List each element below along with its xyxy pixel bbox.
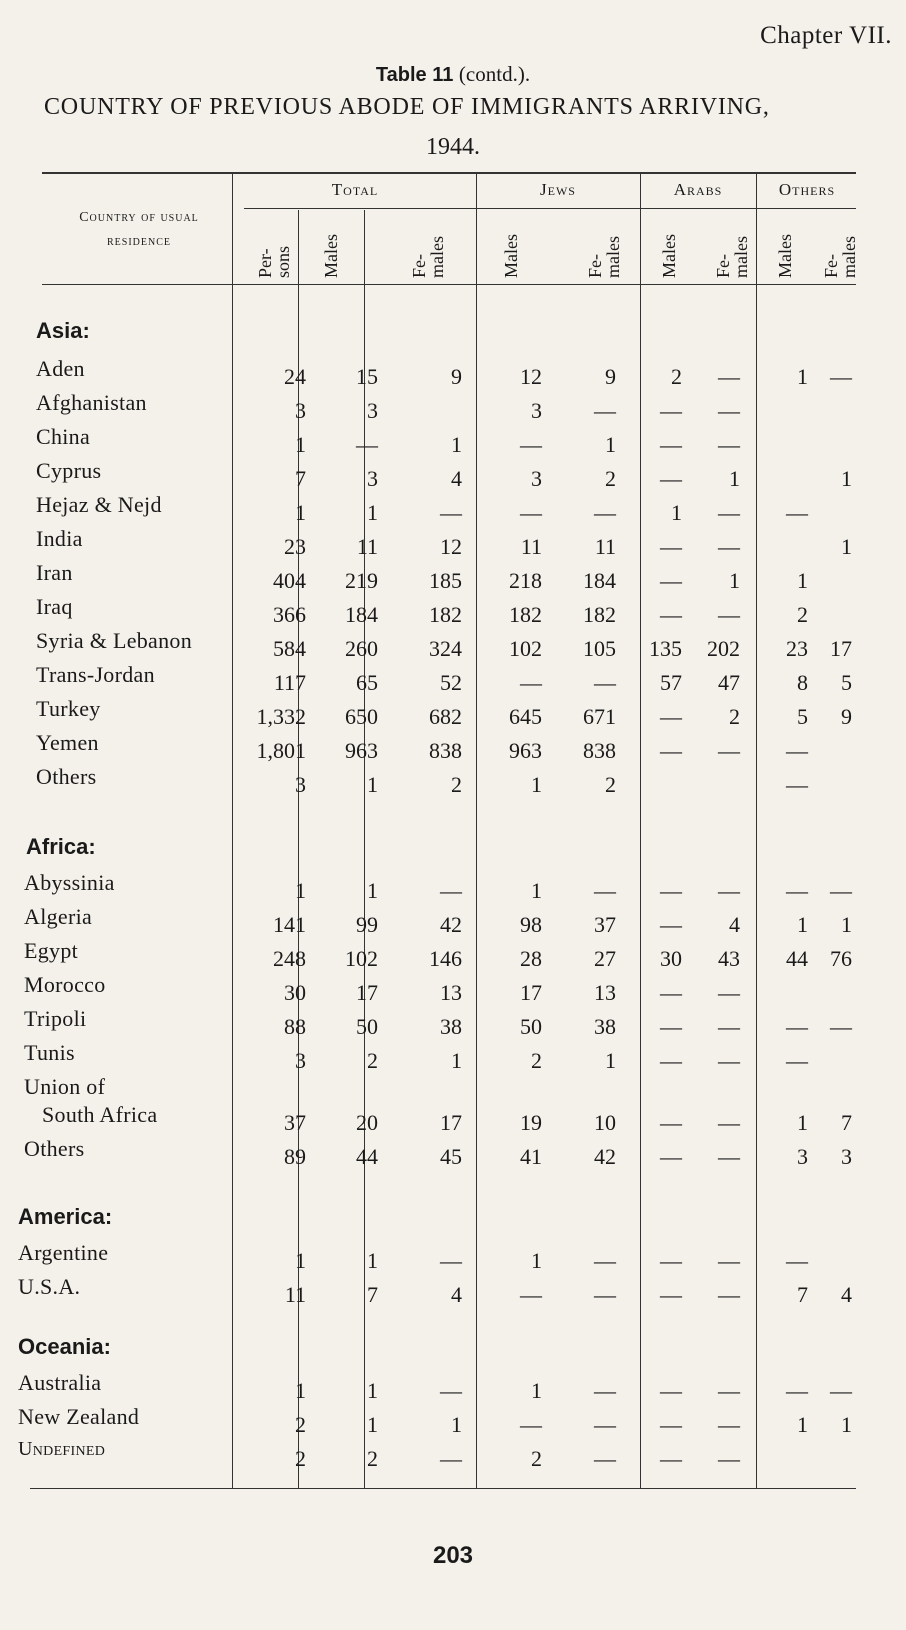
table-cell: 30: [660, 946, 682, 971]
table-cell: 99: [356, 912, 378, 937]
table-cell: —: [660, 466, 682, 491]
country-name: U.S.A.: [18, 1274, 81, 1299]
table-cell: 3: [841, 1144, 852, 1169]
table-cell: 41: [520, 1144, 542, 1169]
table-cell: —: [594, 878, 616, 903]
table-cell: 1: [797, 912, 808, 937]
table-cell: 13: [440, 980, 462, 1005]
table-cell: —: [718, 364, 740, 389]
table-cell: —: [786, 500, 808, 525]
table-cell: 1: [531, 1378, 542, 1403]
table-cell: —: [594, 1412, 616, 1437]
table-cell: 1: [295, 1248, 306, 1273]
table-cell: 1: [451, 1048, 462, 1073]
country-name: Undefined: [18, 1438, 106, 1460]
table-row: [0, 1370, 906, 1404]
table-cell: —: [660, 704, 682, 729]
table-cell: 3: [295, 1048, 306, 1073]
country-name: Others: [36, 764, 97, 789]
table-row: [0, 1136, 906, 1170]
table-title: [0, 62, 906, 87]
table-subtitle: COUNTRY OF PREVIOUS ABODE OF IMMIGRANTS ARRIVING,: [44, 94, 770, 120]
table-cell: 11: [284, 1282, 306, 1307]
table-cell: —: [718, 432, 740, 457]
table-cell: 24: [284, 364, 306, 389]
group-header-others: Others: [778, 180, 836, 199]
table-cell: 7: [295, 466, 306, 491]
table-cell: 963: [509, 738, 542, 763]
table-cell: 185: [429, 568, 462, 593]
table-cell: —: [660, 568, 682, 593]
table-cell: —: [440, 878, 462, 903]
table-cell: —: [660, 1446, 682, 1471]
table-cell: —: [520, 432, 542, 457]
table-cell: 12: [520, 364, 542, 389]
table-cell: —: [440, 500, 462, 525]
table-cell: —: [356, 432, 378, 457]
table-cell: —: [718, 1446, 740, 1471]
table-cell: —: [660, 1282, 682, 1307]
table-cell: 202: [707, 636, 740, 661]
table-cell: 23: [786, 636, 808, 661]
table-cell: 45: [440, 1144, 462, 1169]
table-cell: 17: [830, 636, 852, 661]
country-name: Hejaz & Nejd: [36, 492, 162, 517]
table-row: [0, 356, 906, 390]
table-cell: 19: [520, 1110, 542, 1135]
table-cell: 42: [594, 1144, 616, 1169]
table-cell: 13: [594, 980, 616, 1005]
table-cell: 404: [273, 568, 306, 593]
table-cell: 1: [531, 878, 542, 903]
table-row: [0, 870, 906, 904]
table-cell: 146: [429, 946, 462, 971]
table-cell: 47: [718, 670, 740, 695]
table-cell: 671: [583, 704, 616, 729]
country-name: Argentine: [18, 1240, 109, 1265]
table-cell: —: [660, 1048, 682, 1073]
country-name: Union of: [24, 1074, 106, 1099]
table-cell: —: [520, 670, 542, 695]
subheader-others-males: Males: [775, 234, 795, 278]
table-cell: 9: [605, 364, 616, 389]
table-cell: 88: [284, 1014, 306, 1039]
table-cell: 141: [273, 912, 306, 937]
table-cell: 42: [440, 912, 462, 937]
table-cell: —: [660, 1144, 682, 1169]
table-cell: —: [718, 398, 740, 423]
table-cell: 184: [583, 568, 616, 593]
table-cell: 7: [797, 1282, 808, 1307]
table-row: [0, 1404, 906, 1438]
table-row: [0, 972, 906, 1006]
table-cell: —: [786, 1014, 808, 1039]
table-row: [0, 628, 906, 662]
table-cell: 3: [531, 466, 542, 491]
table-cell: 50: [356, 1014, 378, 1039]
table-row: [0, 938, 906, 972]
table-row: [0, 1102, 906, 1136]
table-cell: —: [718, 878, 740, 903]
table-cell: —: [660, 398, 682, 423]
table-cell: —: [718, 1144, 740, 1169]
table-cell: 27: [594, 946, 616, 971]
table-row: [0, 526, 906, 560]
section-heading: Asia:: [36, 318, 90, 343]
group-header-jews: Jews: [540, 180, 576, 199]
table-cell: 5: [797, 704, 808, 729]
table-cell: —: [718, 1248, 740, 1273]
table-cell: 2: [531, 1446, 542, 1471]
table-cell: 5: [841, 670, 852, 695]
country-name: Iran: [36, 560, 73, 585]
table-cell: —: [718, 1412, 740, 1437]
table-cell: —: [520, 500, 542, 525]
table-cell: 76: [830, 946, 852, 971]
table-cell: 366: [273, 602, 306, 627]
table-cell: 838: [583, 738, 616, 763]
table-cell: 1: [367, 772, 378, 797]
subheader-persons: Per-sons: [255, 245, 293, 278]
table-cell: —: [718, 1048, 740, 1073]
table-cell: —: [718, 1110, 740, 1135]
table-cell: —: [660, 534, 682, 559]
table-cell: 1: [841, 1412, 852, 1437]
group-header-total: Total: [331, 180, 379, 199]
country-name: Tunis: [24, 1040, 75, 1065]
table-cell: 1: [295, 878, 306, 903]
table-cell: —: [594, 670, 616, 695]
table-cell: 37: [594, 912, 616, 937]
table-cell: —: [718, 534, 740, 559]
country-name: Aden: [36, 356, 85, 381]
table-row: [0, 1006, 906, 1040]
country-name: Algeria: [24, 904, 93, 929]
table-cell: 3: [797, 1144, 808, 1169]
table-cell: 102: [509, 636, 542, 661]
country-name: Cyprus: [36, 458, 102, 483]
subheader-total-females: Fe-males: [409, 236, 447, 278]
table-cell: 219: [345, 568, 378, 593]
country-name: New Zealand: [18, 1404, 140, 1429]
table-cell: 584: [273, 636, 306, 661]
table-cell: 1: [367, 500, 378, 525]
table-cell: —: [660, 432, 682, 457]
table-row: [0, 696, 906, 730]
table-cell: —: [440, 1446, 462, 1471]
table-cell: 38: [594, 1014, 616, 1039]
table-cell: —: [520, 1282, 542, 1307]
table-cell: 28: [520, 946, 542, 971]
table-cell: 1: [841, 912, 852, 937]
table-cell: 963: [345, 738, 378, 763]
table-cell: —: [660, 1110, 682, 1135]
table-row: [0, 458, 906, 492]
table-row: [0, 560, 906, 594]
table-cell: —: [440, 1248, 462, 1273]
table-cell: —: [718, 1014, 740, 1039]
table-cell: 17: [520, 980, 542, 1005]
table-row: [0, 1274, 906, 1308]
table-cell: —: [660, 1412, 682, 1437]
table-row: [0, 492, 906, 526]
table-cell: 30: [284, 980, 306, 1005]
table-cell: —: [786, 1378, 808, 1403]
page-number: 203: [432, 1542, 474, 1569]
table-cell: 1: [729, 568, 740, 593]
table-cell: 1: [729, 466, 740, 491]
group-header-arabs: Arabs: [673, 180, 723, 199]
table-cell: 182: [429, 602, 462, 627]
table-cell: 248: [273, 946, 306, 971]
table-cell: 182: [509, 602, 542, 627]
table-cell: 98: [520, 912, 542, 937]
table-cell: 38: [440, 1014, 462, 1039]
table-cell: 1: [841, 534, 852, 559]
table-cell: —: [594, 1248, 616, 1273]
country-name: Afghanistan: [36, 390, 147, 415]
table-cell: 3: [367, 398, 378, 423]
table-row: [0, 424, 906, 458]
table-cell: 2: [295, 1446, 306, 1471]
table-cell: —: [718, 1378, 740, 1403]
table-cell: —: [520, 1412, 542, 1437]
table-cell: 1: [671, 500, 682, 525]
table-cell: —: [660, 912, 682, 937]
table-cell: 37: [284, 1110, 306, 1135]
table-cell: 645: [509, 704, 542, 729]
table-cell: —: [786, 1248, 808, 1273]
table-cell: —: [830, 1014, 852, 1039]
table-row: [0, 764, 906, 798]
table-cell: 838: [429, 738, 462, 763]
subheader-others-females: Fe-males: [821, 236, 859, 278]
table-cell: 2: [797, 602, 808, 627]
table-cell: 44: [786, 946, 808, 971]
table-cell: —: [594, 500, 616, 525]
table-cell: 1: [797, 1110, 808, 1135]
country-name: Others: [24, 1136, 85, 1161]
table-cell: 1: [841, 466, 852, 491]
country-name: Iraq: [36, 594, 73, 619]
table-cell: —: [660, 602, 682, 627]
country-name: China: [36, 424, 91, 449]
table-cell: 4: [451, 1282, 462, 1307]
table-cell: 44: [356, 1144, 378, 1169]
table-cell: 89: [284, 1144, 306, 1169]
table-cell: —: [660, 1248, 682, 1273]
table-cell: 7: [367, 1282, 378, 1307]
country-name: Morocco: [24, 972, 106, 997]
table-cell: 8: [797, 670, 808, 695]
country-name: Abyssinia: [24, 870, 115, 895]
table-cell: —: [718, 738, 740, 763]
table-cell: 10: [594, 1110, 616, 1135]
table-cell: 2: [729, 704, 740, 729]
table-cell: 1: [367, 1412, 378, 1437]
table-cell: 324: [429, 636, 462, 661]
table-cell: 1: [605, 432, 616, 457]
table-cell: 682: [429, 704, 462, 729]
table-cell: 1: [531, 772, 542, 797]
table-cell: —: [830, 1378, 852, 1403]
country-name: Yemen: [36, 730, 99, 755]
chapter-label: Chapter VII.: [760, 22, 892, 49]
table-cell: 4: [841, 1282, 852, 1307]
table-row: [0, 390, 906, 424]
table-cell: 1: [605, 1048, 616, 1073]
table-cell: 135: [649, 636, 682, 661]
table-cell: 52: [440, 670, 462, 695]
subheader-arabs-females: Fe-males: [713, 236, 751, 278]
table-cell: 1: [295, 1378, 306, 1403]
subheader-jews-males: Males: [501, 234, 521, 278]
table-cell: 3: [531, 398, 542, 423]
country-name: Syria & Lebanon: [36, 628, 193, 653]
table-cell: 1: [295, 500, 306, 525]
chapter-heading: [760, 22, 892, 50]
table-cell: 1: [367, 1248, 378, 1273]
top-rule: [42, 172, 856, 174]
table-cell: 9: [841, 704, 852, 729]
table-cell: —: [594, 1282, 616, 1307]
table-cell: 1: [367, 878, 378, 903]
table-cell: 650: [345, 704, 378, 729]
table-cell: 2: [531, 1048, 542, 1073]
table-cell: 1,332: [256, 704, 306, 729]
table-row: [0, 904, 906, 938]
table-cell: —: [660, 980, 682, 1005]
table-cell: 4: [451, 466, 462, 491]
table-cell: 1: [367, 1378, 378, 1403]
table-cell: 1: [797, 568, 808, 593]
table-cell: 12: [440, 534, 462, 559]
table-cell: 2: [671, 364, 682, 389]
subheader-total-males: Males: [321, 234, 341, 278]
table-cell: 1: [797, 1412, 808, 1437]
country-name: Trans-Jordan: [36, 662, 155, 687]
country-name: Turkey: [36, 696, 101, 721]
table-cell: 1: [451, 432, 462, 457]
table-cell: 11: [356, 534, 378, 559]
table-cell: —: [830, 878, 852, 903]
table-cell: —: [786, 738, 808, 763]
table-cell: —: [718, 980, 740, 1005]
table-cell: 3: [295, 398, 306, 423]
table-cell: —: [786, 878, 808, 903]
section-heading: Africa:: [26, 834, 96, 859]
table-cell: —: [660, 738, 682, 763]
country-name: South Africa: [42, 1102, 158, 1127]
table-cell: —: [660, 878, 682, 903]
table-cell: —: [830, 364, 852, 389]
country-name: Egypt: [24, 938, 79, 963]
table-row: [0, 1040, 906, 1074]
table-cell: 7: [841, 1110, 852, 1135]
table-cell: 4: [729, 912, 740, 937]
table-cell: 50: [520, 1014, 542, 1039]
header-bottom-rule: [42, 284, 856, 285]
table-cell: —: [786, 772, 808, 797]
table-year: 1944.: [426, 134, 480, 160]
table-cell: 117: [273, 670, 306, 695]
table-cell: 105: [583, 636, 616, 661]
table-row: [0, 1438, 906, 1472]
subheader-arabs-males: Males: [659, 234, 679, 278]
table-cell: —: [718, 602, 740, 627]
table-cell: —: [786, 1048, 808, 1073]
table-row: [0, 594, 906, 628]
table-cell: 11: [594, 534, 616, 559]
group-rule: [244, 208, 856, 209]
table-cell: —: [660, 1378, 682, 1403]
table-cell: —: [660, 1014, 682, 1039]
country-name: Australia: [18, 1370, 102, 1395]
bottom-rule: [30, 1488, 856, 1489]
table-cell: 2: [605, 466, 616, 491]
table-cell: —: [718, 1282, 740, 1307]
table-cell: 15: [356, 364, 378, 389]
table-cell: 9: [451, 364, 462, 389]
table-label: Table 11: [375, 64, 454, 86]
table-contd: (contd.).: [458, 62, 531, 86]
table-cell: 184: [345, 602, 378, 627]
table-cell: 65: [356, 670, 378, 695]
table-cell: 2: [605, 772, 616, 797]
section-heading: America:: [18, 1204, 113, 1229]
table-cell: 1: [295, 432, 306, 457]
table-cell: 1: [531, 1248, 542, 1273]
country-name: India: [36, 526, 83, 551]
section-heading: Oceania:: [18, 1334, 111, 1359]
table-cell: 218: [509, 568, 542, 593]
table-cell: 1,801: [256, 738, 306, 763]
subheader-jews-females: Fe-males: [585, 236, 623, 278]
table-cell: 23: [284, 534, 306, 559]
country-column-header: Country of usual residence: [79, 210, 199, 249]
table-row: [0, 730, 906, 764]
table-cell: 182: [583, 602, 616, 627]
table-cell: 260: [345, 636, 378, 661]
table-cell: 43: [718, 946, 740, 971]
table-cell: —: [440, 1378, 462, 1403]
table-cell: 1: [451, 1412, 462, 1437]
table-cell: —: [594, 1378, 616, 1403]
table-cell: 3: [295, 772, 306, 797]
table-cell: 2: [295, 1412, 306, 1437]
table-cell: 2: [367, 1446, 378, 1471]
table-row: [0, 662, 906, 696]
table-cell: —: [594, 398, 616, 423]
table-cell: 11: [520, 534, 542, 559]
table-cell: —: [718, 500, 740, 525]
table-cell: 2: [451, 772, 462, 797]
table-cell: 3: [367, 466, 378, 491]
table-cell: 20: [356, 1110, 378, 1135]
table-cell: 17: [440, 1110, 462, 1135]
table-cell: 17: [356, 980, 378, 1005]
table-cell: 57: [660, 670, 682, 695]
table-cell: —: [594, 1446, 616, 1471]
table-cell: 1: [797, 364, 808, 389]
table-cell: 2: [367, 1048, 378, 1073]
country-name: Tripoli: [24, 1006, 87, 1031]
table-cell: 102: [345, 946, 378, 971]
table-row: [0, 1240, 906, 1274]
